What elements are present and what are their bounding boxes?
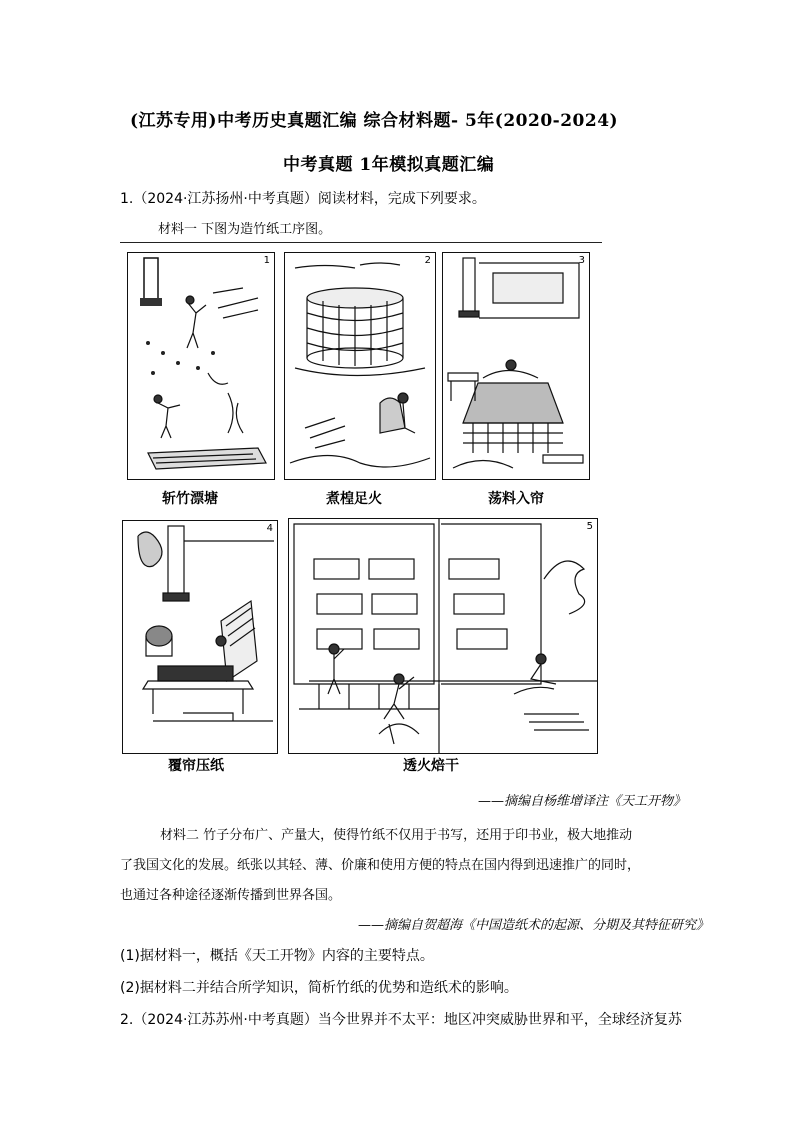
panel-number: 4 <box>266 523 273 534</box>
vat-scooping-illustration <box>443 253 589 479</box>
material-2-line-1: 材料二 竹子分布广、产量大，使得竹纸不仅用于书写，还用于印书业，极大地推动 <box>160 828 633 843</box>
material-2-source: ——摘编自贺超海《中国造纸术的起源、分期及其特征研究》 <box>358 918 710 933</box>
panel-caption-2: 煮楻足火 <box>326 491 382 507</box>
panel-caption-1: 斩竹漂塘 <box>162 491 218 507</box>
sub-question-2: (2)据材料二并结合所学知识，简析竹纸的优势和造纸术的影响。 <box>120 980 518 996</box>
illustration-panel-1 <box>127 252 275 480</box>
question-1-stem: 1.（2024·江苏扬州·中考真题）阅读材料，完成下列要求。 <box>120 191 486 207</box>
panel-number: 3 <box>578 255 585 266</box>
illustration-panel-4 <box>122 520 278 754</box>
page-title: (江苏专用)中考历史真题汇编 综合材料题- 5年(2020-2024) <box>130 111 619 131</box>
material-2-line-2: 了我国文化的发展。纸张以其轻、薄、价廉和使用方便的特点在国内得到迅速推广的同时， <box>120 858 641 873</box>
question-2-stem: 2.（2024·江苏苏州·中考真题）当今世界并不太平：地区冲突威胁世界和平，全球经济复苏 <box>120 1012 682 1028</box>
illustration-panel-3 <box>442 252 590 480</box>
illustration-panel-5 <box>288 518 598 754</box>
panel-caption-5: 透火焙干 <box>403 758 459 774</box>
divider-line <box>120 242 602 243</box>
boiling-vat-illustration <box>285 253 435 479</box>
drying-paper-illustration <box>289 519 597 753</box>
pressing-paper-illustration <box>123 521 277 753</box>
panel-caption-3: 荡料入帘 <box>488 491 544 507</box>
material-2-line-3: 也通过各种途径逐渐传播到世界各国。 <box>120 888 342 903</box>
panel-number: 2 <box>424 255 431 266</box>
material-1-intro: 材料一 下图为造竹纸工序图。 <box>158 222 332 237</box>
page-subtitle: 中考真题 1年模拟真题汇编 <box>283 155 495 175</box>
panel-number: 1 <box>263 255 270 266</box>
panel-number: 5 <box>586 521 593 532</box>
bamboo-cutting-illustration <box>128 253 274 479</box>
panel-caption-4: 覆帘压纸 <box>168 758 224 774</box>
material-1-source: ——摘编自杨维增译注《天工开物》 <box>478 794 687 809</box>
illustration-panel-2 <box>284 252 436 480</box>
sub-question-1: (1)据材料一，概括《天工开物》内容的主要特点。 <box>120 948 434 964</box>
